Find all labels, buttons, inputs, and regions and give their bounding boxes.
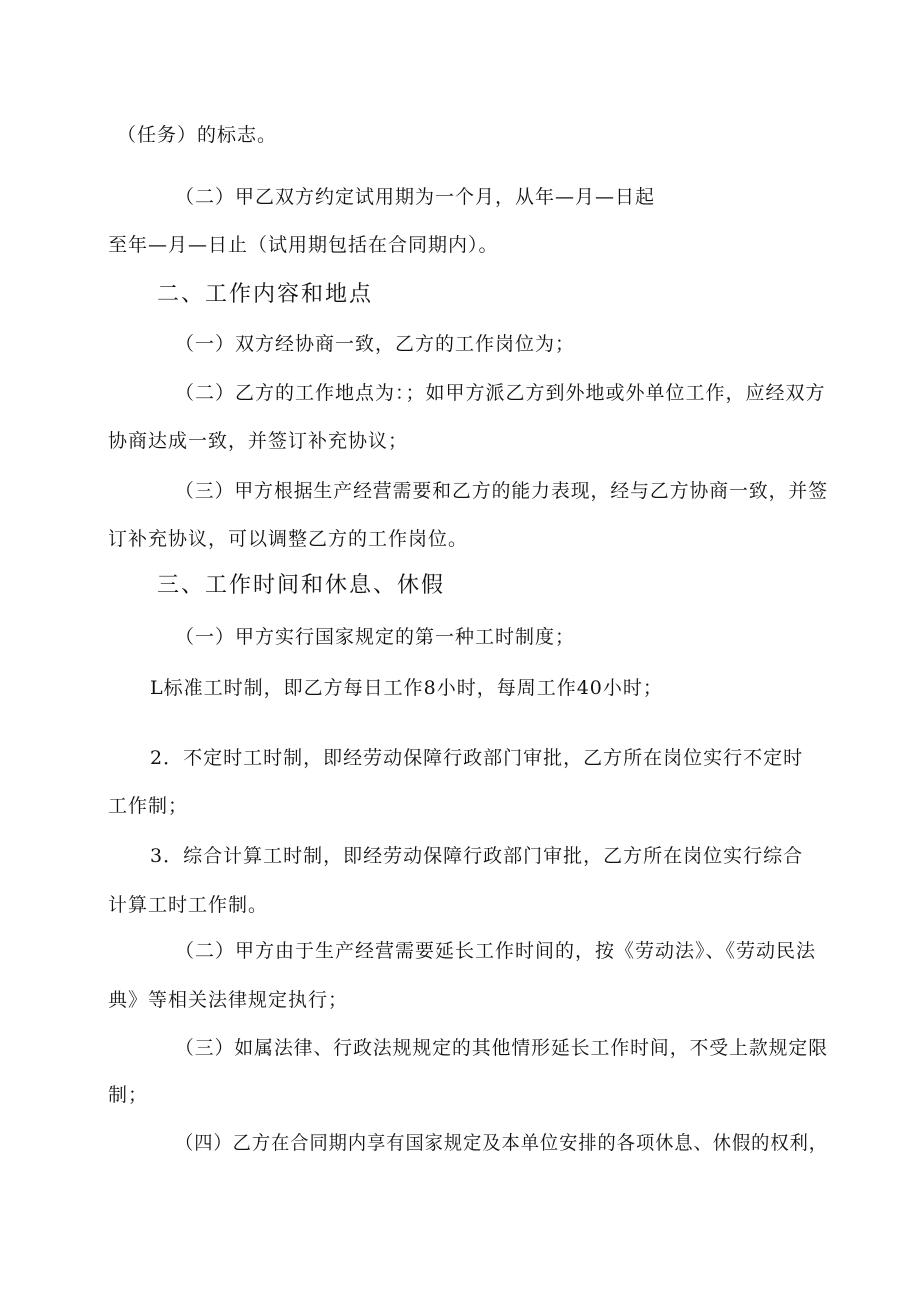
section-heading: 三、工作时间和休息、休假 xyxy=(157,573,446,598)
text-line: （二）甲乙双方约定试用期为一个月，从年—月—日起 xyxy=(175,186,656,208)
text-line: 协商达成一致，并签订补充协议； xyxy=(108,430,409,452)
text-line: 工作制； xyxy=(108,795,189,817)
text-line: 订补充协议，可以调整乙方的工作岗位。 xyxy=(108,528,469,550)
text-line: （任务）的标志。 xyxy=(117,124,278,146)
text-line: 2．不定时工时制，即经劳动保障行政部门审批，乙方所在岗位实行不定时 xyxy=(150,747,804,769)
text-line: L标准工时制，即乙方每日工作8小时，每周工作40小时； xyxy=(150,677,663,699)
text-line: （一）双方经协商一致，乙方的工作岗位为； xyxy=(175,333,576,355)
text-line: 至年—月—日止（试用期包括在合同期内）。 xyxy=(108,234,499,256)
text-line: 计算工时工作制。 xyxy=(108,894,269,916)
text-line: （一）甲方实行国家规定的第一种工时制度； xyxy=(175,626,576,648)
text-line: （四）乙方在合同期内享有国家规定及本单位安排的各项休息、休假的权利， xyxy=(175,1132,829,1154)
text-line: （三）如属法律、行政法规规定的其他情形延长工作时间，不受上款规定限 xyxy=(175,1037,829,1059)
text-line: （二）甲方由于生产经营需要延长工作时间的，按《劳动法》、《劳动民法 xyxy=(175,940,817,962)
text-line: 制； xyxy=(108,1084,149,1106)
text-line: （二）乙方的工作地点为：；如甲方派乙方到外地或外单位工作，应经双方 xyxy=(175,382,826,404)
text-line: （三）甲方根据生产经营需要和乙方的能力表现，经与乙方协商一致，并签 xyxy=(175,480,829,502)
text-line: 典》等相关法律规定执行； xyxy=(108,989,349,1011)
section-heading: 二、工作内容和地点 xyxy=(157,282,374,307)
text-line: 3．综合计算工时制，即经劳动保障行政部门审批，乙方所在岗位实行综合 xyxy=(150,845,804,867)
